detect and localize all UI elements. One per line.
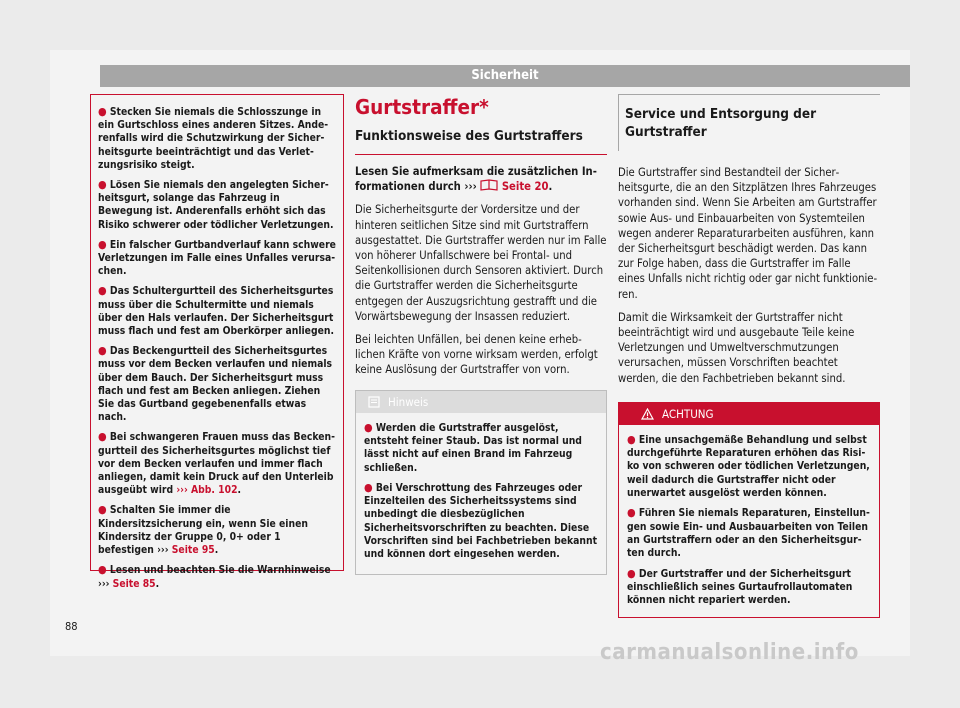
page-link[interactable]: Seite 95 <box>171 544 215 557</box>
figure-link[interactable]: ››› Abb. 102 <box>176 484 238 497</box>
note-item: ● Werden die Gurtstraffer ausgelöst, entsteht feiner Staub. Das ist normal und lässt nicht auf einen Brand im Fahrzeug schließen. <box>364 420 582 474</box>
caution-title: ACHTUNG <box>662 406 714 421</box>
caution-item: ● Führen Sie niemals Reparaturen, Einstellungen sowie Ein- und Ausbauarbeiten von Teilen an Gurtstraffern oder an den Sicherheitsgurten durch. <box>627 506 870 560</box>
warning-item: ● Bei schwangeren Frauen muss das Beckengurtteil des Sicherheitsgurtes möglichst tief vor dem Becken verlaufen und immer flach anliegen, damit kein Druck auf den Unterleib ausgeübt wird ››› Abb. 102. <box>98 430 335 497</box>
section-title: Gurtstraffer* <box>355 95 489 119</box>
service-heading-box <box>618 94 880 151</box>
page-number: 88 <box>65 620 78 633</box>
warning-item: ● Lösen Sie niemals den angelegten Sicherheitsgurt, solange das Fahrzeug in Bewegung ist. Anderenfalls erhöht sich das Risiko schwerer oder tödlicher Verletzungen. <box>98 178 334 231</box>
section-subtitle: Funktionsweise des Gurtstraffers <box>355 128 607 155</box>
caution-item: ● Eine unsachgemäße Behandlung und selbst durchgeführte Reparaturen erhöhen das Risiko von schweren oder tödlichen Verletzungen, weil dadurch die Gurtstraffer nicht oder unerwartet ausgelöst werden können. <box>627 432 870 500</box>
body-paragraph: Damit die Wirksamkeit der Gurtstraffer nicht beeinträchtigt wird und ausgebaute Teile keine Verletzungen und Umweltverschmutzungen verursachen, müssen Vorschriften beachtet werden, die den Fachbetrieben bekannt sind. <box>618 310 855 385</box>
caution-header <box>619 403 879 425</box>
note-box <box>355 390 607 575</box>
warning-list-box <box>90 94 344 590</box>
page-link[interactable]: Seite 20 <box>501 180 549 194</box>
warning-item: ● Stecken Sie niemals die Schlosszunge in ein Gurtschloss eines anderen Sitzes. Anderenfalls wird die Schutzwirkung der Sicherheitsgurte beeinträchtigt und das Verletzungsrisiko steigt. <box>98 105 329 171</box>
page-link[interactable]: Seite 85 <box>112 577 156 590</box>
info-book-icon <box>368 396 380 408</box>
middle-column <box>355 94 607 575</box>
body-paragraph: Bei leichten Unfällen, bei denen keine erheblichen Kräfte von vorne wirksam werden, erfolgt keine Auslösung der Gurtstraffer von vorn. <box>355 333 598 377</box>
service-heading: Service und Entsorgung der Gurtstraffer <box>625 106 817 140</box>
note-header <box>356 391 606 413</box>
intro-text: Lesen Sie aufmerksam die zusätzlichen Informationen durch ››› Seite 20. <box>355 165 597 194</box>
right-column <box>618 94 880 618</box>
watermark: carmanualsonline.info <box>600 640 859 665</box>
warning-item: ● Schalten Sie immer die Kindersitzsicherung ein, wenn Sie einen Kindersitz der Gruppe 0, 0+ oder 1 befestigen ››› Seite 95. <box>98 503 308 557</box>
manual-page <box>50 50 910 656</box>
section-header: Sicherheit <box>100 65 910 87</box>
warning-item: ● Das Beckengurtteil des Sicherheitsgurtes muss vor dem Becken verlaufen und niemals über dem Bauch. Der Sicherheitsgurt muss flach und fest am Becken anliegen. Ziehen Sie das Gurtband gegebenenfalls etwas nach. <box>98 344 333 424</box>
note-title: Hinweis <box>388 394 429 409</box>
book-icon <box>480 179 498 191</box>
body-paragraph: Die Gurtstraffer sind Bestandteil der Sicherheitsgurte, die an den Sitzplätzen Ihres Fahrzeuges vorhanden sind. Wenn Sie Arbeiten am Gurtstraffer sowie Aus- und Einbauarbeiten von Systemteilen wegen anderer Reparaturarbeiten ausführen, kann der Sicherheitsgurt beschädigt werden. Das kann zur Folge haben, dass die Gurtstraffer im Falle eines Unfalls nicht richtig oder gar nicht funktionieren. <box>618 166 878 301</box>
warning-item: ● Lesen und beachten Sie die Warnhinweise ››› Seite 85. <box>98 563 331 590</box>
warning-item: ● Ein falscher Gurtbandverlauf kann schwere Verletzungen im Falle eines Unfalles verursachen. <box>98 237 336 278</box>
warning-item: ● Das Schultergurtteil des Sicherheitsgurtes muss über die Schultermitte und niemals über den Hals verlaufen. Der Sicherheitsgurt muss flach und fest am Oberkörper anliegen. <box>98 284 334 338</box>
caution-item: ● Der Gurtstraffer und der Sicherheitsgurt einschließlich seines Gurtaufrollautomaten können nicht repariert werden. <box>627 566 853 607</box>
note-item: ● Bei Verschrottung des Fahrzeuges oder Einzelteilen des Sicherheitssystems sind unbedingt die diesbezüglichen Sicherheitsvorschriften zu beachten. Diese Vorschriften sind bei Fachbetrieben bekannt und können dort eingesehen werden. <box>364 480 598 561</box>
warning-triangle-icon <box>641 408 654 420</box>
caution-box <box>618 402 880 619</box>
body-paragraph: Die Sicherheitsgurte der Vordersitze und der hinteren seitlichen Sitze sind mit Gurtstraffern ausgestattet. Die Gurtstraffer werden nur im Falle von höherer Unfallschwere bei Frontal- und Seitenkollisionen durch Sensoren aktiviert. Durch die Gurtstraffer werden die Sicherheitsgurte entgegen der Auszugsrichtung gestrafft und die Vorwärtsbewegung der Insassen reduziert. <box>355 203 607 323</box>
